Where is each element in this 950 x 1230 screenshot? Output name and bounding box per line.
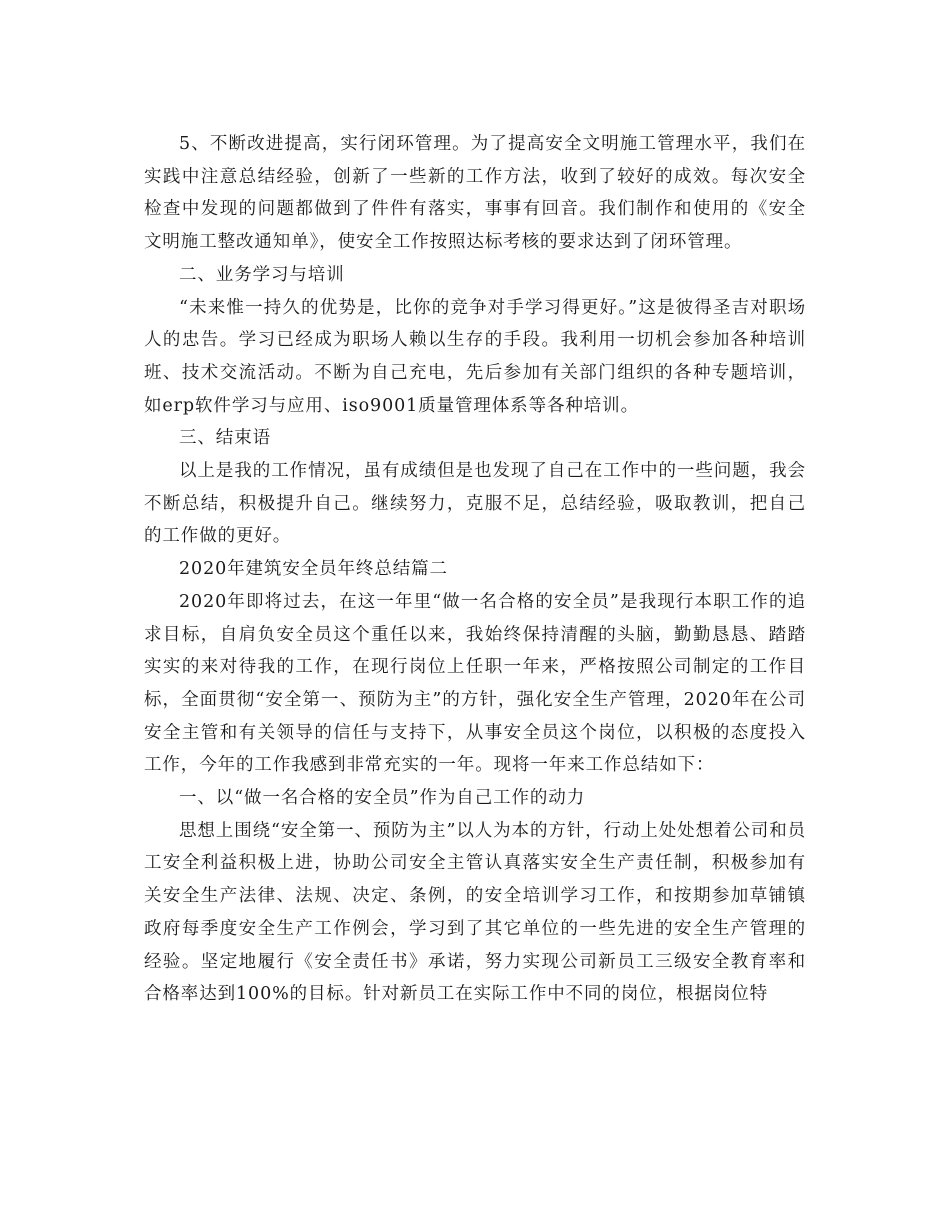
paragraph-conclusion: 以上是我的工作情况，虽有成绩但是也发现了自己在工作中的一些问题，我会不断总结，积极提升自己。继续努力，克服不足，总结经验，吸取教训，把自己的工作做的更好。	[144, 461, 806, 547]
article-title-part-two: 2020年建筑安全员年终总结篇二	[179, 559, 448, 580]
section-heading-training: 二、业务学习与培训	[179, 264, 345, 285]
paragraph-motivation: 思想上围绕“安全第一、预防为主”以人为本的方针，行动上处处想着公司和员工安全利益积极上进，协助公司安全主管认真落实安全生产责任制，积极参加有关安全生产法律、法规、决定、条例，的安全培训学习工作，和按期参加草铺镇政府每季度安全生产工作例会，学习到了其它单位的一些先进的安全生产管理的经验。坚定地履行《安全责任书》承诺，努力实现公司新员工三级安全教育率和合格率达到100%的目标。针对新员工在实际工作中不同的岗位，根据岗位特	[144, 820, 806, 1005]
section-heading-conclusion: 三、结束语	[179, 428, 271, 449]
section-heading-motivation: 一、以“做一名合格的安全员”作为自己工作的动力	[179, 788, 586, 809]
document-body	[144, 128, 806, 1011]
paragraph-closed-loop-management: 5、不断改进提高，实行闭环管理。为了提高安全文明施工管理水平，我们在实践中注意总结经验，创新了一些新的工作方法，收到了较好的成效。每次安全检查中发现的问题都做到了件件有落实，事事有回音。我们制作和使用的《安全文明施工整改通知单》，使安全工作按照达标考核的要求达到了闭环管理。	[144, 134, 806, 253]
paragraph-intro-part-two: 2020年即将过去，在这一年里“做一名合格的安全员”是我现行本职工作的追求目标，自肩负安全员这个重任以来，我始终保持清醒的头脑，勤勤恳恳、踏踏实实的来对待我的工作，在现行岗位上任职一年来，严格按照公司制定的工作目标，全面贯彻“安全第一、预防为主”的方针，强化安全生产管理，2020年在公司安全主管和有关领导的信任与支持下，从事安全员这个岗位，以积极的态度投入工作，今年的工作我感到非常充实的一年。现将一年来工作总结如下：	[144, 591, 806, 776]
paragraph-training: “未来惟一持久的优势是，比你的竞争对手学习得更好。”这是彼得圣吉对职场人的忠告。学习已经成为职场人赖以生存的手段。我利用一切机会参加各种培训班、技术交流活动。不断为自己充电，先后参加有关部门组织的各种专题培训，如erp软件学习与应用、iso9001质量管理体系等各种培训。	[144, 297, 806, 416]
